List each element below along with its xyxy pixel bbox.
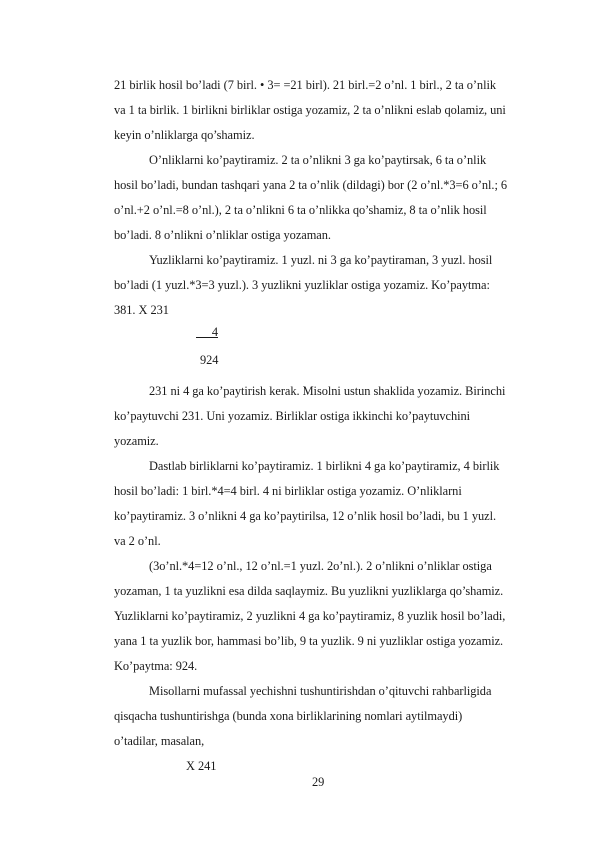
text-line-9: bo’ladi (1 yuzl.*3=3 yuzl.). 3 yuzlikni yuzliklar ostiga yozamiz. Ko’paytma: xyxy=(114,278,490,292)
page-number: 29 xyxy=(312,775,325,789)
text-line-21: yana 1 ta yuzlik bor, hammasi bo’lib, 9 ta yuzlik. 9 ni yuzliklar ostiga yozamiz. xyxy=(114,634,504,648)
text-line-11: 231 ni 4 ga ko’paytirish kerak. Misolni ustun shaklida yozamiz. Birinchi xyxy=(149,384,506,398)
text-line-5: hosil bo’ladi, bundan tashqari yana 2 ta o’nlik (dildagi) bor (2 o’nl.*3=6 o’nl.; 6 xyxy=(114,178,508,192)
text-line-23: Misollarni mufassal yechishni tushuntirishdan o’qituvchi rahbarligida xyxy=(149,684,492,698)
text-line-3: keyin o’nliklarga qo’shamiz. xyxy=(114,128,255,142)
text-line-15: hosil bo’ladi: 1 birl.*4=4 birl. 4 ni birliklar ostiga yozamiz. O’nliklarni xyxy=(114,484,462,498)
text-line-14: Dastlab birliklarni ko’paytiramiz. 1 birlikni 4 ga ko’paytiramiz, 4 birlik xyxy=(149,459,500,473)
text-line-25: o’tadilar, masalan, xyxy=(114,734,205,748)
text-line-16: ko’paytiramiz. 3 o’nlikni 4 ga ko’paytirilsa, 12 o’nlik hosil bo’ladi, bu 1 yuzl. xyxy=(114,509,497,523)
text-line-20: Yuzliklarni ko’paytiramiz, 2 yuzlikni 4 ga ko’paytiramiz, 8 yuzlik hosil bo’ladi, xyxy=(114,609,506,623)
text-line-4: O’nliklarni ko’paytiramiz. 2 ta o’nlikni 3 ga ko’paytirsak, 6 ta o’nlik xyxy=(149,153,487,167)
text-line-6: o’nl.+2 o’nl.=8 o’nl.), 2 ta o’nlikni 6 ta o’nlikka qo’shamiz, 8 ta o’nlik hosil xyxy=(114,203,487,217)
multiplier-digit: 4 xyxy=(196,325,218,338)
text-line-26: X 241 xyxy=(186,759,217,773)
text-line-19: yozaman, 1 ta yuzlikni esa dilda saqlaymiz. Bu yuzlikni yuzliklarga qo’shamiz. xyxy=(114,584,504,598)
text-line-10: 381. X 231 xyxy=(114,303,169,317)
text-line-24: qisqacha tushuntirishga (bunda xona birliklarining nomlari aytilmaydi) xyxy=(114,709,463,723)
product-result: 924 xyxy=(200,353,219,367)
text-line-18: (3o’nl.*4=12 o’nl., 12 o’nl.=1 yuzl. 2o’nl.). 2 o’nlikni o’nliklar ostiga xyxy=(149,559,492,573)
text-line-7: bo’ladi. 8 o’nlikni o’nliklar ostiga yozaman. xyxy=(114,228,331,242)
text-line-1: 21 birlik hosil bo’ladi (7 birl. • 3= =21 birl). 21 birl.=2 o’nl. 1 birl., 2 ta o’nlik xyxy=(114,78,497,92)
text-line-13: yozamiz. xyxy=(114,434,159,448)
text-line-2: va 1 ta birlik. 1 birlikni birliklar ostiga yozamiz, 2 ta o’nlikni eslab qolamiz, uni xyxy=(114,103,506,117)
text-line-8: Yuzliklarni ko’paytiramiz. 1 yuzl. ni 3 ga ko’paytiraman, 3 yuzl. hosil xyxy=(149,253,493,267)
text-line-12: ko’paytuvchi 231. Uni yozamiz. Birliklar ostiga ikkinchi ko’paytuvchini xyxy=(114,409,471,423)
text-line-22: Ko’paytma: 924. xyxy=(114,659,198,673)
text-line-17: va 2 o’nl. xyxy=(114,534,161,548)
